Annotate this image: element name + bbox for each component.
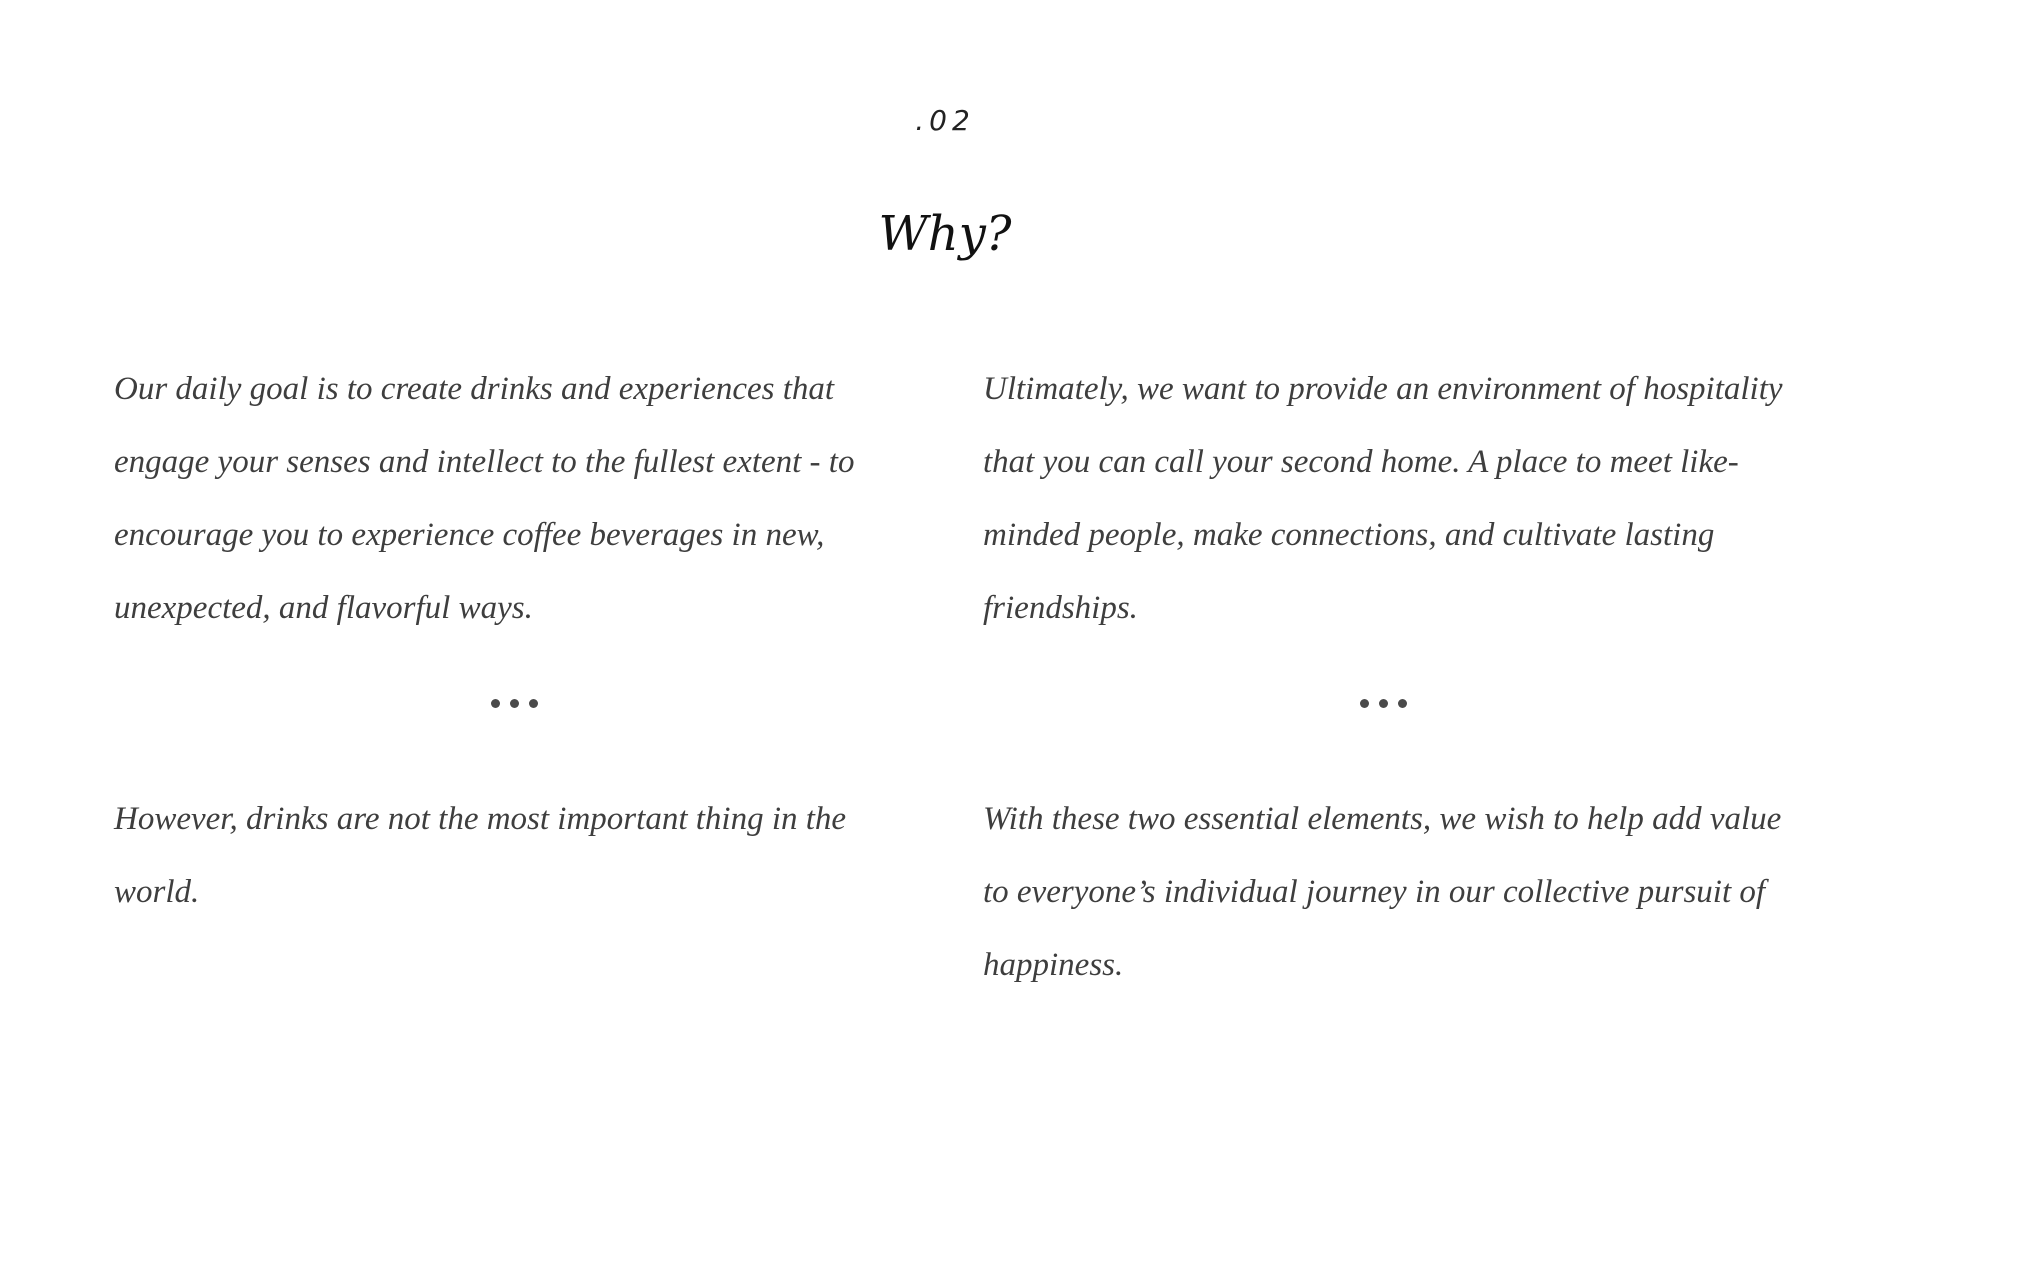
section-title: Why?	[878, 206, 1012, 262]
dot-icon	[491, 699, 500, 708]
section-number: .02	[915, 104, 975, 137]
dot-icon	[529, 699, 538, 708]
left-column-top	[114, 353, 914, 645]
dot-icon	[510, 699, 519, 708]
dot-icon	[1379, 699, 1388, 708]
left-paragraph-2: However, drinks are not the most important thing in the world.	[114, 801, 847, 910]
left-column-bottom	[114, 783, 914, 929]
right-column-top	[983, 353, 1783, 645]
dot-icon	[1360, 699, 1369, 708]
right-paragraph-1: Ultimately, we want to provide an environment of hospitality that you can call your second home. A place to meet like-minded people, make connections, and cultivate lasting friendships.	[983, 371, 1783, 626]
left-divider-dots	[114, 693, 914, 733]
left-paragraph-1: Our daily goal is to create drinks and experiences that engage your senses and intellect to the fullest extent - to encourage you to experience coffee beverages in new, unexpected, and flavorful ways.	[114, 371, 855, 626]
right-column-bottom	[983, 783, 1783, 1002]
right-divider-dots	[983, 693, 1783, 733]
right-paragraph-2: With these two essential elements, we wish to help add value to everyone’s individual journey in our collective pursuit of happiness.	[983, 801, 1782, 983]
dot-icon	[1398, 699, 1407, 708]
